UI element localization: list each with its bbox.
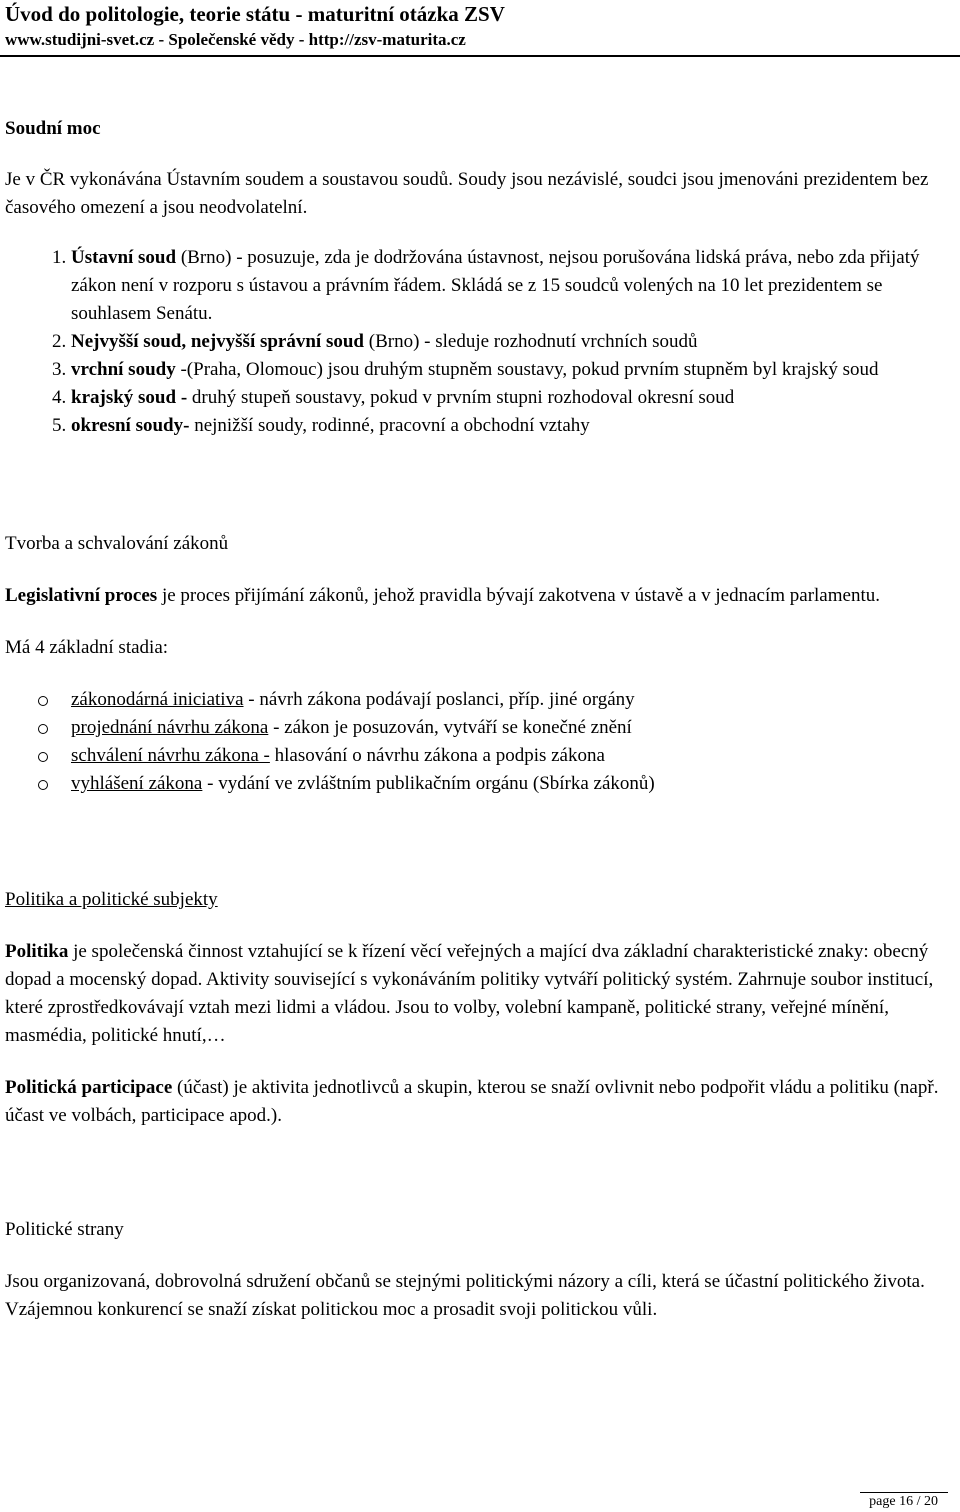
court-description: druhý stupeň soustavy, pokud v prvním stupni rozhodoval okresní soud (187, 387, 735, 408)
document-header-subtitle: www.studijni-svet.cz - Společenské vědy - http://zsv-maturita.cz (5, 30, 466, 49)
soudni-moc-intro: Je v ČR vykonávána Ústavním soudem a soustavou soudů. Soudy jsou nezávislé, soudci jsou jmenováni prezidentem bez časového omezení a jsou neodvolatelní. (5, 169, 929, 218)
section-heading-soudni-moc: Soudní moc (5, 118, 101, 139)
court-description: -(Praha, Olomouc) jsou druhým stupněm soustavy, pokud prvním stupněm byl krajský soud (175, 359, 879, 380)
court-description: (Brno) - posuzuje, zda je dodržována ústavnost, nejsou porušována lidská práva, nebo zda přijatý zákon není v rozporu s ústavou a právním řádem. Skládá se z 15 soudců volených na 10 let prezidentem se souhlasem Senátu. (71, 247, 920, 324)
court-name: vrchní soudy (71, 359, 176, 380)
term-bold: Legislativní proces (5, 585, 158, 606)
legislativni-proces-definition (5, 582, 955, 610)
stage-text: - vydání ve zvláštním publikačním orgánu (Sbírka zákonů) (202, 773, 655, 794)
stages-intro: Má 4 základní stadia: (5, 637, 169, 658)
stage-text: hlasování o návrhu zákona a podpis zákona (269, 745, 605, 766)
stage-term: zákonodárná iniciativa (71, 689, 244, 710)
bullet-icon (38, 724, 48, 734)
stage-term: projednání návrhu zákona (71, 717, 269, 738)
list-item (71, 244, 955, 328)
strany-definition: Jsou organizovaná, dobrovolná sdružení občanů se stejnými politickými názory a cíli, která se účastní politického života. Vzájemnou konkurencí se snaží získat politickou moc a prosadit svoji politickou vůli. (5, 1271, 925, 1320)
list-item (71, 714, 955, 742)
stage-term: vyhlášení zákona (71, 773, 203, 794)
court-name: okresní soudy- (71, 415, 190, 436)
page-number: page 16 / 20 (869, 1494, 938, 1509)
court-name: Ústavní soud (71, 247, 177, 268)
participace-definition (5, 1074, 955, 1130)
definition-text: je společenská činnost vztahující se k řízení věcí veřejných a mající dva základní charakteristické znaky: obecný dopad a mocenský dopad. Aktivity související s vykonáváním politiky vytváří politický systém. Zahrnuje soubor institucí, které zprostředkovávají vztah mezi lidmi a vládou. Jsou to volby, volební kampaně, politické strany, veřejné mínění, masmédia, politické hnutí,… (5, 941, 934, 1046)
spacer (5, 1130, 955, 1216)
list-item (71, 356, 955, 384)
spacer (5, 440, 955, 530)
section-heading-politika: Politika a politické subjekty (5, 889, 218, 910)
stage-text: - zákon je posuzován, vytváří se konečné znění (268, 717, 632, 738)
list-item (71, 770, 955, 798)
footer-divider (860, 1492, 948, 1493)
court-description: (Brno) - sleduje rozhodnutí vrchních soudů (364, 331, 698, 352)
stage-text: - návrh zákona podávají poslanci, příp. jiné orgány (243, 689, 635, 710)
list-item (71, 412, 955, 440)
court-name: krajský soud - (71, 387, 188, 408)
list-item (71, 686, 955, 714)
bullet-icon (38, 696, 48, 706)
court-name: Nejvyšší soud, nejvyšší správní soud (71, 331, 364, 352)
term-bold: Politika (5, 941, 69, 962)
list-item (71, 742, 955, 770)
court-description: nejnižší soudy, rodinné, pracovní a obchodní vztahy (189, 415, 590, 436)
section-heading-strany: Politické strany (5, 1219, 124, 1240)
section-heading-tvorba: Tvorba a schvalování zákonů (5, 533, 229, 554)
politika-definition (5, 938, 955, 1050)
bullet-icon (38, 752, 48, 762)
header-divider (0, 55, 960, 57)
stages-list (5, 686, 955, 798)
stage-term: schválení návrhu zákona - (71, 745, 270, 766)
list-item (71, 328, 955, 356)
courts-list (5, 244, 955, 440)
term-bold: Politická participace (5, 1077, 173, 1098)
list-item (71, 384, 955, 412)
bullet-icon (38, 780, 48, 790)
document-body (5, 115, 955, 1324)
spacer (5, 798, 955, 886)
document-header-title: Úvod do politologie, teorie státu - maturitní otázka ZSV (5, 2, 505, 26)
definition-text: je proces přijímání zákonů, jehož pravidla bývají zakotvena v ústavě a v jednacím parlamentu. (157, 585, 880, 606)
definition-text: (účast) je aktivita jednotlivců a skupin, kterou se snaží ovlivnit nebo podpořit vládu a politiku (např. účast ve volbách, participace apod.). (5, 1077, 939, 1126)
